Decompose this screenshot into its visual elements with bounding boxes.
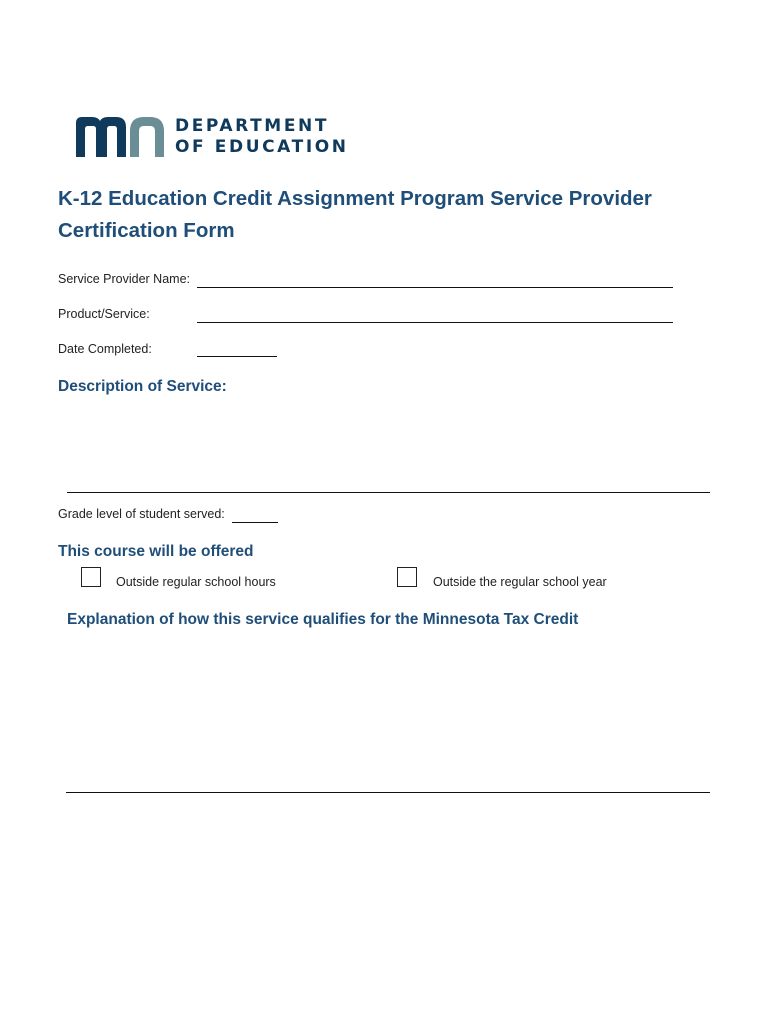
title-line-1: K-12 Education Credit Assignment Program Service Provider: [58, 187, 652, 210]
description-field[interactable]: [67, 492, 710, 493]
regular-school-year-checkbox[interactable]: [397, 567, 417, 587]
date-completed-field[interactable]: [197, 356, 277, 357]
page-title: [58, 183, 698, 247]
description-heading: Description of Service:: [58, 378, 227, 395]
logo-line-1: DEPARTMENT: [175, 116, 330, 136]
mn-state-logo-icon: [76, 117, 164, 157]
grade-level-field[interactable]: [232, 522, 278, 523]
logo-line-2: OF EDUCATION: [175, 137, 349, 157]
title-line-2: Certification Form: [58, 219, 235, 242]
provider-name-field[interactable]: [197, 287, 673, 288]
regular-school-hours-label: Outside regular school hours: [116, 575, 276, 589]
product-service-field[interactable]: [197, 322, 673, 323]
date-completed-label: Date Completed:: [58, 342, 152, 356]
grade-level-label: Grade level of student served:: [58, 507, 225, 521]
regular-school-hours-checkbox[interactable]: [81, 567, 101, 587]
explanation-field[interactable]: [66, 792, 710, 793]
provider-name-label: Service Provider Name:: [58, 272, 190, 286]
offered-heading: This course will be offered: [58, 543, 254, 560]
regular-school-year-label: Outside the regular school year: [433, 575, 607, 589]
explanation-heading: Explanation of how this service qualifies for the Minnesota Tax Credit: [67, 611, 579, 628]
logo-wordmark: [175, 116, 349, 158]
product-service-label: Product/Service:: [58, 307, 150, 321]
